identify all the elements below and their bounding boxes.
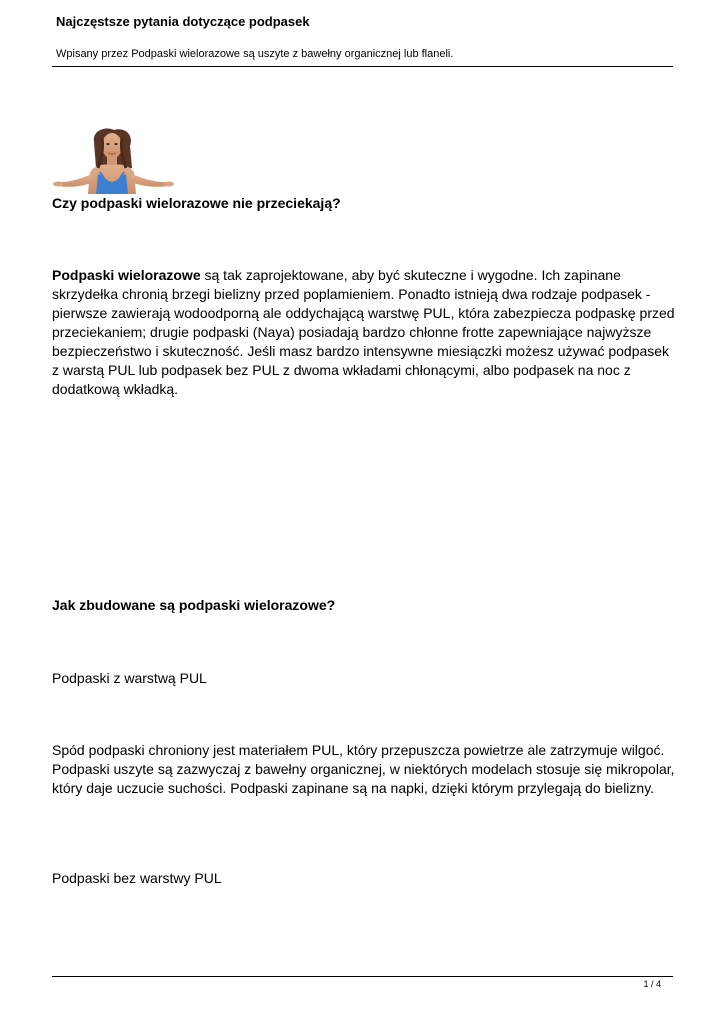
subheading-no-pul: Podpaski bez warstwy PUL <box>52 870 222 886</box>
page-title: Najczęstsze pytania dotyczące podpasek <box>56 14 310 29</box>
header-divider <box>52 66 673 67</box>
paragraph-leaks <box>52 266 676 399</box>
page-subtitle: Wpisany przez Podpaski wielorazowe są uszyte z bawełny organicznej lub flaneli. <box>56 48 454 60</box>
subheading-pul: Podpaski z warstwą PUL <box>52 670 207 686</box>
paragraph-lead: Podpaski wielorazowe <box>52 267 201 283</box>
section-heading-leaks: Czy podpaski wielorazowe nie przeciekają? <box>52 195 341 211</box>
paragraph-body: są tak zaprojektowane, aby być skuteczne i wygodne. Ich zapinane skrzydełka chronią brzegi bielizny przed poplamieniem. Ponadto istnieją dwa rodzaje podpasek - pierwsze zawierają wodoodporną ale oddychającą warstwę PUL, która zabezpiecza podpaskę przed przeciekaniem; drugie podpaski (Naya) posiadają bardzo chłonne frotte zapewniające najwyższe bezpieczeństwo i skuteczność. Jeśli masz bardzo intensywne miesiączki możesz używać podpasek z warstą PUL lub podpasek bez PUL z dwoma wkładami chłonącymi, albo podpasek na noc z dodatkową wkładką. <box>52 267 675 397</box>
page-number: 1 / 4 <box>643 979 661 989</box>
footer-divider <box>52 976 673 977</box>
section-heading-construction: Jak zbudowane są podpaski wielorazowe? <box>52 597 336 613</box>
shrugging-woman-photo <box>52 128 176 194</box>
paragraph-pul: Spód podpaski chroniony jest materiałem PUL, który przepuszcza powietrze ale zatrzymuje wilgoć. Podpaski uszyte są zazwyczaj z bawełny organicznej, w niektórych modelach stosuje się mikropolar, który daje uczucie suchości. Podpaski zapinane są na napki, dzięki którym przylegają do bielizny. <box>52 742 675 796</box>
